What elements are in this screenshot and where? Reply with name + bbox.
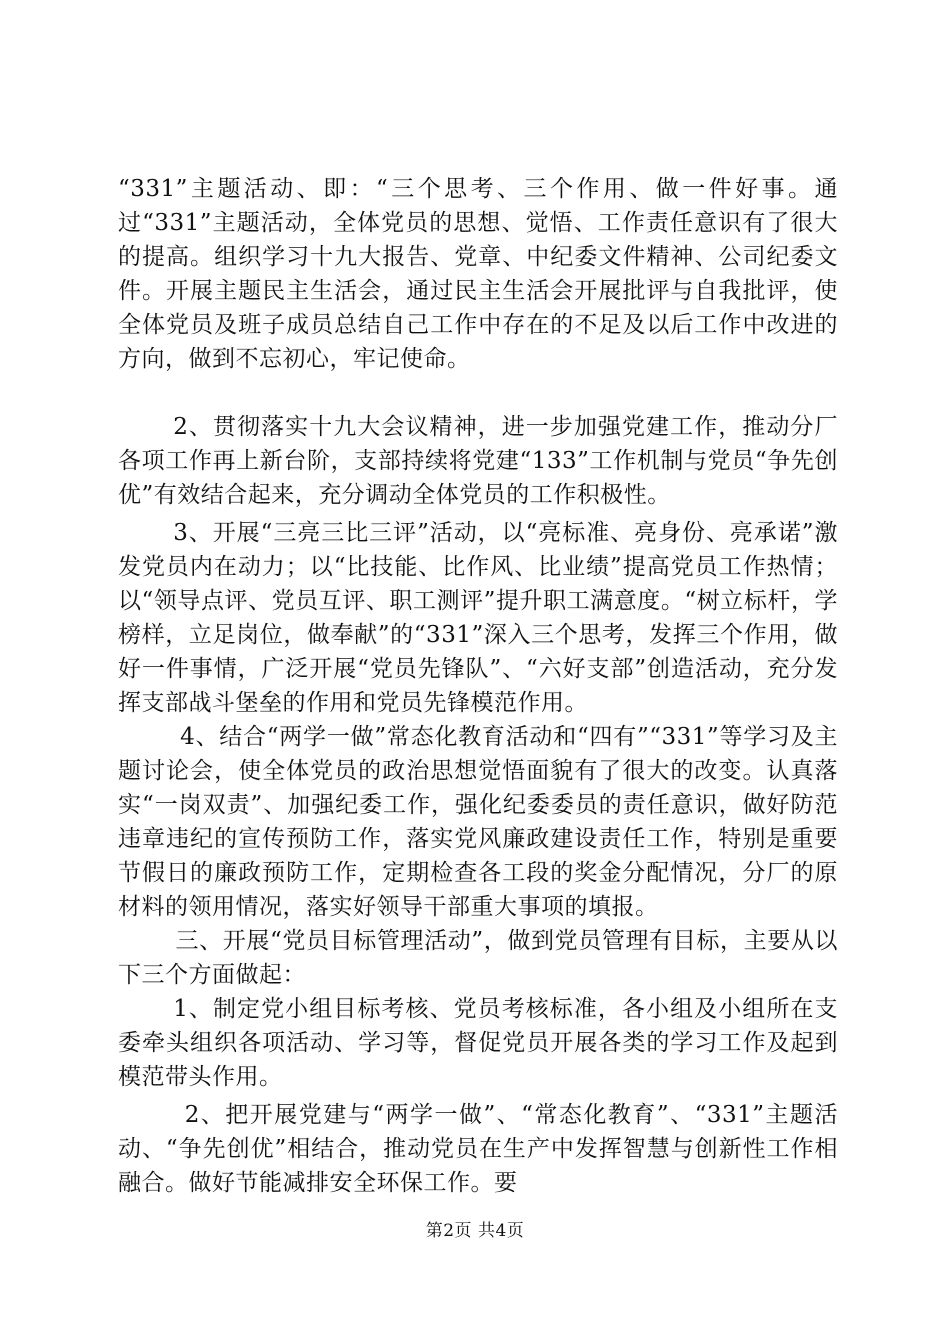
document-body — [118, 172, 838, 1200]
paragraph-item-2: 2、贯彻落实十九大会议精神，进一步加强党建工作，推动分厂各项工作再上新台阶，支部持续将党建“133”工作机制与党员“争先创优”有效结合起来，充分调动全体党员的工作积极性。 — [118, 414, 838, 508]
paragraph-item-3: 3、开展“三亮三比三评”活动，以“亮标准、亮身份、亮承诺”激发党员内在动力；以“比技能、比作风、比业绩”提高党员工作热情；以“领导点评、党员互评、职工测评”提升职工满意度。“树立标杆，学榜样，立足岗位，做奉献”的“331”深入三个思考，发挥三个作用，做好一件事情，广泛开展“党员先锋队”、“六好支部”创造活动，充分发挥支部战斗堡垒的作用和党员先锋模范作用。 — [118, 520, 838, 716]
paragraph-section-3-item-2: 2、把开展党建与“两学一做”、“常态化教育”、“331”主题活动、“争先创优”相结合，推动党员在生产中发挥智慧与创新性工作相融合。做好节能减排安全环保工作。要 — [118, 1102, 838, 1196]
paragraph-section-3-item-1: 1、制定党小组目标考核、党员考核标准，各小组及小组所在支委牵头组织各项活动、学习等，督促党员开展各类的学习工作及起到模范带头作用。 — [118, 996, 838, 1090]
page-number-footer: 第2页 共4页 — [425, 1221, 525, 1241]
paragraph-section-3-heading: 三、开展“党员目标管理活动”，做到党员管理有目标，主要从以下三个方面做起： — [118, 928, 838, 988]
paragraph-item-4: 4、结合“两学一做”常态化教育活动和“四有”“331”等学习及主题讨论会，使全体党员的政治思想觉悟面貌有了很大的改变。认真落实“一岗双责”、加强纪委工作，强化纪委委员的责任意识，做好防范违章违纪的宣传预防工作，落实党风廉政建设责任工作，特别是重要节假日的廉政预防工作，定期检查各工段的奖金分配情况，分厂的原材料的领用情况，落实好领导干部重大事项的填报。 — [118, 724, 838, 920]
paragraph-331-activity: “331”主题活动、即：“三个思考、三个作用、做一件好事。通过“331”主题活动，全体党员的思想、觉悟、工作责任意识有了很大的提高。组织学习十九大报告、党章、中纪委文件精神、公司纪委文件。开展主题民主生活会，通过民主生活会开展批评与自我批评，使全体党员及班子成员总结自己工作中存在的不足及以后工作中改进的方向，做到不忘初心，牢记使命。 — [118, 176, 838, 372]
